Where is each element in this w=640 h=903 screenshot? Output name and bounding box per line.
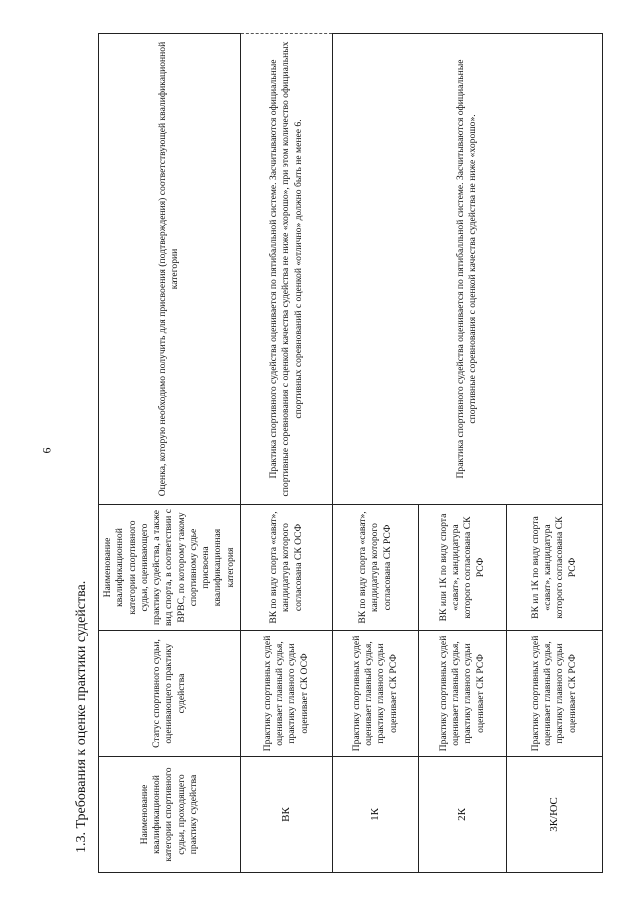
row-evaluator: ВК по виду спорта «сават», кандидатура которого согласована СК РСФ bbox=[332, 505, 418, 631]
header-evaluator: Наименование квалификационной категории спортивного судьи, оценивающего практику судейства, а также вид спорта, в соответствии с ВРВС, по которому такому спортивному судье присвоена квалификационная категория bbox=[99, 505, 241, 631]
row-category: 1К bbox=[332, 757, 418, 873]
header-assessment: Оценка, которую необходимо получить для присвоения (подтверждения) соответствующей квалификационной категории bbox=[99, 34, 241, 505]
row-assessment: Практика спортивного судейства оценивается по пятибалльной системе. Засчитываются официальные спортивные соревнования с оценкой качества судейства не ниже «хорошо», при этом количество официальных спортивных соревнований с оценкой «отлично» должно быть не менее 6. bbox=[240, 34, 332, 505]
row-evaluator: ВК по виду спорта «сават», кандидатура которого согласована СК ОСФ bbox=[240, 505, 332, 631]
table-header-row bbox=[99, 34, 241, 873]
row-status: Практику спортивных судей оценивает главный судья, практику главного судьи оценивает СК ОСФ bbox=[240, 631, 332, 757]
page-number: 6 bbox=[39, 447, 54, 454]
section-title: 1.3. Требования к оценке практики судейства. bbox=[74, 580, 89, 853]
row-status: Практику спортивных судей оценивает главный судья, практику главного судьи оценивает СК РСФ bbox=[418, 631, 506, 757]
header-category: Наименование квалификационной категории спортивного судьи, проходящего практику судейства bbox=[99, 757, 241, 873]
row-status: Практику спортивных судей оценивает главный судья, практику главного судьи оценивает СК РСФ bbox=[506, 631, 602, 757]
row-status: Практику спортивных судей оценивает главный судья, практику главного судьи оценивает СК РСФ bbox=[332, 631, 418, 757]
table-row bbox=[240, 34, 332, 873]
judging-practice-table bbox=[98, 33, 603, 873]
row-evaluator: ВК или 1К по виду спорта «сават», кандидатура которого согласована СК РСФ bbox=[418, 505, 506, 631]
table-row bbox=[332, 34, 418, 873]
header-status: Статус спортивного судьи, оценивающего практику судейства bbox=[99, 631, 241, 757]
row-category: ВК bbox=[240, 757, 332, 873]
row-category: 2К bbox=[418, 757, 506, 873]
row-assessment: Практика спортивного судейства оценивается по пятибалльной системе. Засчитываются официальные спортивные соревнования с оценкой качества судейства не ниже «хорошо». bbox=[332, 34, 602, 505]
row-category: 3К/ЮС bbox=[506, 757, 602, 873]
row-evaluator: ВК ил 1К по виду спорта «сават», кандидатура которого согласована СК РСФ bbox=[506, 505, 602, 631]
